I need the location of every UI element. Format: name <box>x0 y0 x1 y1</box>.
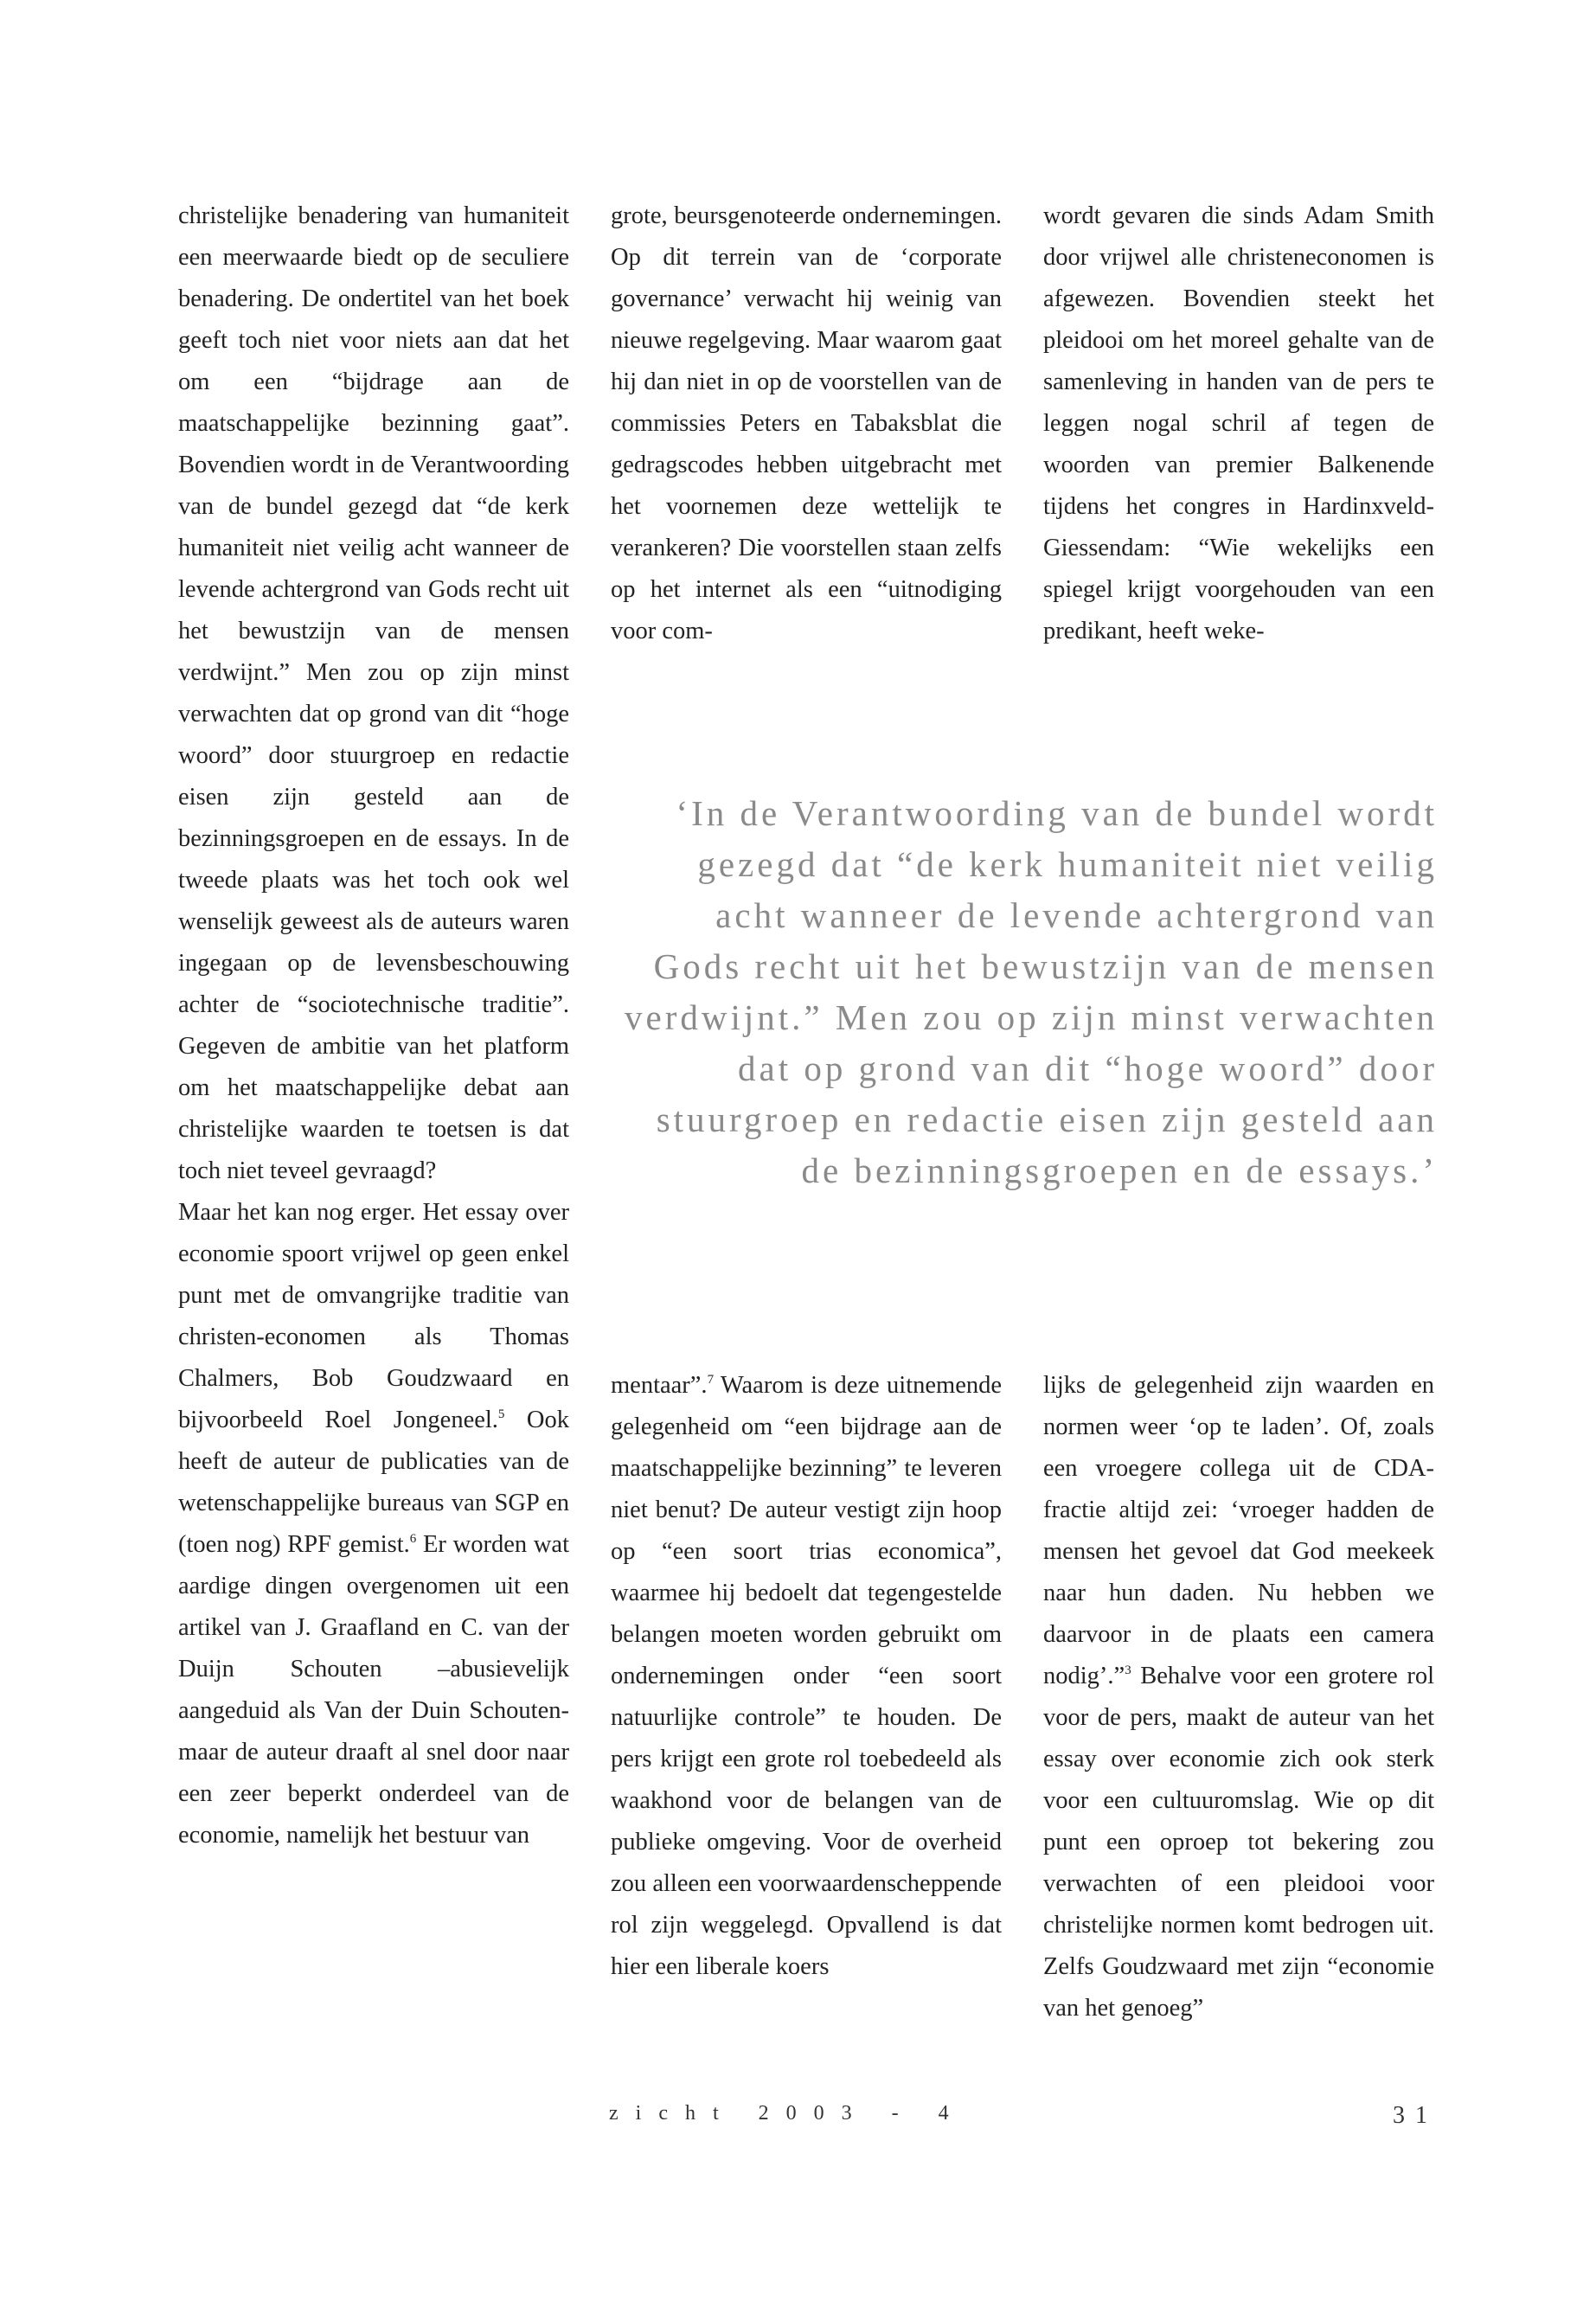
paragraph <box>1043 1365 1434 2029</box>
pull-quote: ‘In de Verantwoording van de bundel wordt gezegd dat “de kerk humaniteit niet veilig acht wanneer de levende achtergrond van Gods recht uit het bewustzijn van de mensen verdwijnt.” Men zou op zijn minst verwachten dat op grond van dit “hoge woord” door stuurgroep en redactie eisen zijn gesteld aan de bezinningsgroepen en de essays.’ <box>625 793 1438 1190</box>
paragraph <box>178 1192 569 1856</box>
footnote-ref[interactable]: 6 <box>409 1532 417 1546</box>
paragraph-text: Behalve voor een grotere rol voor de pers, maakt de auteur van het essay over economie zich ook sterk voor een cultuuromslag. Wie op dit punt een oproep tot bekering zou verwachten of een pleidooi voor christelijke normen komt bedrogen uit. Zelfs Goudzwaard met zijn “economie van het genoeg” <box>1043 1663 1434 2022</box>
paragraph-text: lijks de gelegenheid zijn waarden en normen weer ‘op te laden’. Of, zoals een vroegere collega uit de CDA-fractie altijd zei: ‘vroeger hadden de mensen het gevoel dat God meekeek naar hun daden. Nu hebben we daarvoor in de plaats een camera nodig’.” <box>1043 1372 1434 1689</box>
column-2-bottom <box>611 1365 1002 1988</box>
column-3-top <box>1043 195 1434 652</box>
paragraph: grote, beursgenoteerde ondernemingen. Op dit terrein van de ‘corporate governance’ verwacht hij weinig van nieuwe regelgeving. Maar waarom gaat hij dan niet in op de voorstellen van de commissies Peters en Tabaksblat die gedragscodes hebben uitgebracht met het voornemen deze wettelijk te verankeren? Die voorstellen staan zelfs op het internet als een “uitnodiging voor com- <box>611 202 1002 644</box>
footnote-ref[interactable]: 7 <box>707 1373 715 1387</box>
paragraph <box>611 1365 1002 1988</box>
footnote-ref[interactable]: 3 <box>1125 1663 1131 1677</box>
paragraph-text: Er worden wat aardige dingen overgenomen uit een artikel van J. Graafland en C. van der Duijn Schouten –abusievelijk aangeduid als Van der Duin Schouten- maar de auteur draaft al snel door naar een zeer beperkt onderdeel van de economie, namelijk het bestuur van <box>178 1531 569 1849</box>
column-2-top <box>611 195 1002 652</box>
footnote-ref[interactable]: 5 <box>497 1407 505 1421</box>
paragraph: wordt gevaren die sinds Adam Smith door vrijwel alle christeneconomen is afgewezen. Bovendien steekt het pleidooi om het moreel gehalte van de samenleving in handen van de pers te leggen nogal schril af tegen de woorden van premier Balkenende tijdens het congres in Hardinxveld-Giessendam: “Wie wekelijks een spiegel krijgt voorgehouden van een predikant, heeft weke- <box>1043 202 1434 644</box>
paragraph-text: Maar het kan nog erger. Het essay over economie spoort vrijwel op geen enkel punt met de omvangrijke traditie van christen-economen als Thomas Chalmers, Bob Goudzwaard en bijvoorbeeld Roel Jongeneel. <box>178 1199 569 1433</box>
column-1 <box>178 195 569 1856</box>
column-3-bottom <box>1043 1365 1434 2029</box>
paragraph-text: Ook heeft de auteur de publicaties van de wetenschappelijke bureaus van SGP en (toen nog) RPF gemist. <box>178 1407 569 1558</box>
page-number: 31 <box>1393 2102 1438 2129</box>
paragraph-text: mentaar”. <box>611 1372 708 1399</box>
paragraph: christelijke benadering van humaniteit een meerwaarde biedt op de seculiere benadering. De ondertitel van het boek geeft toch niet voor niets aan dat het om een “bijdrage aan de maatschappelijke bezinning gaat”. Bovendien wordt in de Verantwoording van de bundel gezegd dat “de kerk humaniteit niet veilig acht wanneer de levende achtergrond van Gods recht uit het bewustzijn van de mensen verdwijnt.” Men zou op zijn minst verwachten dat op grond van dit “hoge woord” door stuurgroep en redactie eisen zijn gesteld aan de bezinningsgroepen en de essays. In de tweede plaats was het toch ook wel wenselijk geweest als de auteurs waren ingegaan op de levensbeschouwing achter de “sociotechnische traditie”. Gegeven de ambitie van het platform om het maatschappelijke debat aan christelijke waarden te toetsen is dat toch niet teveel gevraagd? <box>178 202 569 1184</box>
footer-journal-title: zicht 2003 - 4 <box>609 2102 966 2125</box>
paragraph-text: Waarom is deze uitnemende gelegenheid om “een bijdrage aan de maatschappelijke bezinning” te leveren niet benut? De auteur vestigt zijn hoop op “een soort trias economica”, waarmee hij bedoelt dat tegengestelde belangen moeten worden gebruikt om ondernemingen onder “een soort natuurlijke controle” te houden. De pers krijgt een grote rol toebedeeld als waakhond voor de belangen van de publieke omgeving. Voor de overheid zou alleen een voorwaardenscheppende rol zijn weggelegd. Opvallend is dat hier een liberale koers <box>611 1372 1002 1980</box>
